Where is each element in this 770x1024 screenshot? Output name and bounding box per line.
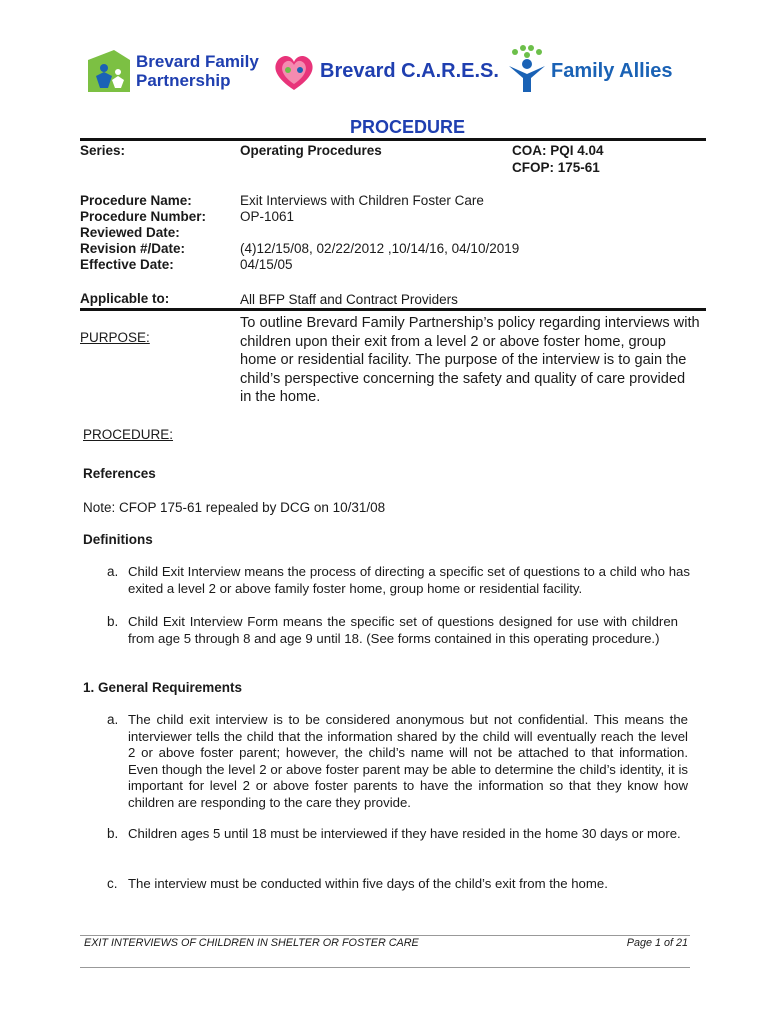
cares-heart-icon [270, 50, 318, 94]
logo-brevard-family-partnership [86, 48, 266, 96]
requirement-text-b: Children ages 5 until 18 must be interviewed if they have resided in the home 30 days or more. [128, 826, 681, 841]
cfop-note: Note: CFOP 175-61 repealed by DCG on 10/31/08 [83, 500, 386, 515]
procedure-name-value: Exit Interviews with Children Foster Care [240, 193, 484, 208]
definition-text-b: Child Exit Interview Form means the specific set of questions designed for use with children from age 5 through 8 and age 9 until 18. (See forms contained in this operating procedure.) [128, 614, 678, 646]
revision-date-value: (4)12/15/08, 02/22/2012 ,10/14/16, 04/10/2019 [240, 241, 520, 256]
cfop-code: CFOP: 175-61 [512, 160, 600, 175]
revision-date-label: Revision #/Date: [80, 241, 186, 256]
footer-title: EXIT INTERVIEWS OF CHILDREN IN SHELTER OR FOSTER CARE [84, 937, 419, 949]
family-allies-tree-icon [505, 44, 549, 94]
requirement-marker-b: b. [107, 826, 119, 841]
applicable-label: Applicable to: [80, 291, 170, 306]
reviewed-date-label: Reviewed Date: [80, 225, 180, 240]
procedure-number-value: OP-1061 [240, 209, 295, 224]
coa-code: COA: PQI 4.04 [512, 143, 604, 158]
requirement-text-a: The child exit interview is to be considered anonymous but not confidential. This means the interviewer tells the child that the information shared by the child will eventually reach the level 2 or above foster parent; however, the child’s name will not be attached to that information. Even though the level 2 or above foster parent may be able to determine the child’s identity, it is important for level 2 or above foster parents to have the information so that they know how children are responding to the care they provide. [128, 712, 688, 810]
purpose-label: PURPOSE: [80, 330, 150, 345]
procedure-name-label: Procedure Name: [80, 193, 192, 208]
cares-logo-text: Brevard C.A.R.E.S. [320, 60, 499, 82]
logo-family-allies [505, 44, 695, 96]
footer-bottom-rule [80, 967, 690, 968]
requirement-marker-c: c. [107, 876, 118, 891]
procedure-number-label: Procedure Number: [80, 209, 207, 224]
definition-marker-a: a. [107, 564, 119, 579]
footer-top-rule [80, 935, 690, 936]
definition-marker-b: b. [107, 614, 119, 629]
allies-logo-text: Family Allies [551, 60, 673, 82]
procedure-section-label: PROCEDURE: [83, 427, 174, 442]
effective-date-value: 04/15/05 [240, 257, 293, 272]
effective-date-label: Effective Date: [80, 257, 174, 272]
series-label: Series: [80, 143, 126, 158]
bfp-logo-line2: Partnership [136, 71, 231, 90]
logo-brevard-cares [270, 48, 499, 96]
applicable-value: All BFP Staff and Contract Providers [240, 292, 458, 307]
requirement-text-c: The interview must be conducted within five days of the child’s exit from the home. [128, 876, 608, 891]
bfp-logo-line1: Brevard Family [136, 52, 259, 71]
purpose-text: To outline Brevard Family Partnership’s policy regarding interviews with children upon their exit from a level 2 or above foster home, group home or residential facility. The purpose of the interview is to gain the child’s perspective concerning the safety and quality of care provided in the home. [240, 315, 700, 405]
general-requirements-heading: 1. General Requirements [83, 680, 243, 695]
definitions-heading: Definitions [83, 532, 153, 547]
header-top-rule [80, 138, 706, 141]
header-bottom-rule [80, 308, 706, 311]
requirement-marker-a: a. [107, 712, 119, 727]
definition-text-a: Child Exit Interview means the process of directing a specific set of questions to a child who has exited a level 2 or above family foster home, group home or residential facility. [128, 564, 690, 596]
references-heading: References [83, 466, 156, 481]
series-value: Operating Procedures [240, 143, 382, 158]
document-title: PROCEDURE [349, 117, 465, 137]
page-number: Page 1 of 21 [626, 937, 688, 949]
bfp-logo-icon [86, 50, 134, 94]
